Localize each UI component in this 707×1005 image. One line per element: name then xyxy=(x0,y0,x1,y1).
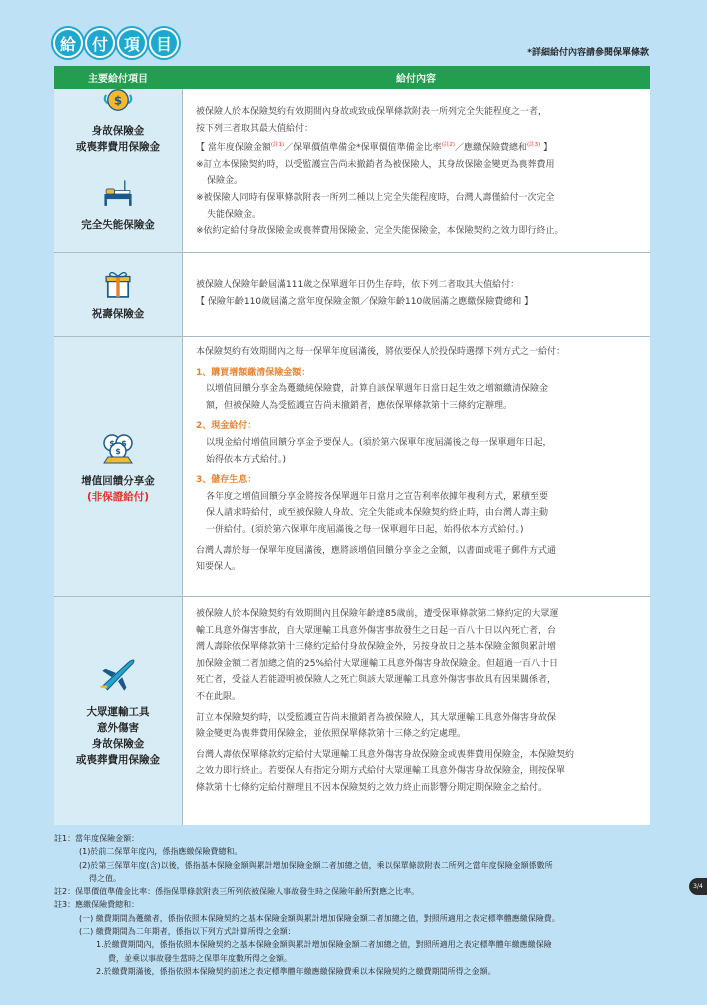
table-row-death-disability xyxy=(54,89,650,253)
title-char: 給 xyxy=(53,28,83,58)
section-title xyxy=(53,28,179,58)
row4-para3: 之效力即行終止。若要保人有指定分期方式給付大眾運輸工具意外傷害身故保險金，則按保單 xyxy=(196,766,566,777)
title-char: 目 xyxy=(149,28,179,58)
row2-line1: 被保險人保險年齡屆滿111歲之保單週年日仍生存時，依下列二者取其大值給付： xyxy=(196,280,520,290)
item-transport-accident: 或喪葬費用保險金 xyxy=(76,754,160,766)
option-2-text: 始得依本方式給付。) xyxy=(206,454,287,465)
row4-para1: 輸工具意外傷害事故，自大眾運輸工具意外傷害事故發生之日起一百八十日以內死亡者，台 xyxy=(196,625,557,636)
footnote-1a: (1)於前二保單年度內，係指應繳保險費總和。 xyxy=(79,847,243,857)
item-transport-accident: 意外傷害 xyxy=(97,722,139,734)
table-row-longevity xyxy=(54,253,650,337)
footnotes xyxy=(54,832,654,978)
svg-text:$: $ xyxy=(109,438,115,448)
row2-formula: 【 保險年齡110歲屆滿之當年度保險金額／保險年齡110歲屆滿之應繳保險費總和 】 xyxy=(196,296,534,307)
footnote-3: 註3：應繳保險費總和： xyxy=(54,900,140,910)
row4-para1: 死亡者，受益人若能證明被保險人之死亡與該大眾運輸工具意外傷害事故具有因果關係者， xyxy=(196,675,557,686)
option-3-text: 一併給付。(須於第六保單年度屆滿後之每一保單週年日起，始得依本方式給付。) xyxy=(206,524,524,535)
policy-reference-note: *詳細給付內容請參閱保單條款 xyxy=(527,48,649,58)
row4-para1: 灣人壽除依保單條款第十三條約定給付身故保險金外，另按身故日之基本保險金額與累計增 xyxy=(196,642,557,653)
item-dividend: 增值回饋分享金 xyxy=(81,474,155,487)
row4-para2: 訂立本保險契約時，以受監護宣告尚未撤銷者為被保險人，其大眾運輸工具意外傷害身故保 xyxy=(196,712,557,723)
item-transport-accident: 大眾運輸工具 xyxy=(86,706,150,718)
row1-note2: ※被保險人同時有保單條款附表一所列二種以上完全失能程度時，台灣人壽僅給付一次完全 xyxy=(196,192,555,203)
row1-note2-cont: 失能保險金。 xyxy=(207,209,262,220)
row1-intro-line2: 按下列三者取其最大值給付： xyxy=(196,123,314,134)
option-2-title: 2、現金給付： xyxy=(196,421,257,432)
footnote-3a: (一) 繳費期間為躉繳者，係指依照本保險契約之基本保險金額與累計增加保險金額二者加總之值，對照所適用之表定標準體應繳保險費。 xyxy=(79,913,560,923)
row1-note1-cont: 保險金。 xyxy=(207,176,244,187)
item-funeral-benefit: 或喪葬費用保險金 xyxy=(76,141,160,153)
item-longevity-benefit: 祝壽保險金 xyxy=(91,307,145,320)
page-number-badge: 3/4 xyxy=(689,878,707,895)
footnote-3b1: 1.於繳費期間內，係指依照本保險契約之基本保險金額與累計增加保險金額二者加總之值，對照所適用之表定標準體年繳應繳保險 xyxy=(96,940,552,950)
footnote-3b1-cont: 費，並乘以事故發生當時之保單年度數所得之金額。 xyxy=(108,953,292,963)
option-3-title: 3、儲存生息： xyxy=(196,475,257,486)
option-3-text: 保人請求時給付，或至被保險人身故、完全失能或本保險契約終止時，由台灣人壽主動 xyxy=(206,508,549,519)
non-guaranteed-label: (非保證給付) xyxy=(86,490,150,503)
airplane-icon xyxy=(97,654,139,696)
table-row-dividend xyxy=(54,337,650,597)
row3-notice: 台灣人壽於每一保單年度屆滿後，應將該增值回饋分享金之金額，以書面或電子郵件方式通 xyxy=(196,545,557,556)
footnote-2: 註2：保單價值準備金比率：係指保單條款附表三所列依被保險人事故發生時之保險年齡所對應之比率。 xyxy=(54,887,420,897)
svg-text:$: $ xyxy=(121,438,127,448)
footnote-1: 註1：當年度保險金額： xyxy=(54,834,140,843)
row4-para1: 被保險人於本保險契約有效期間內且保險年齡達85歲前，遭受保單條款第二條約定的大眾運 xyxy=(196,609,559,619)
option-1-title: 1、購買增額繳清保險金額： xyxy=(196,367,311,378)
row4-para1: 加保險金額二者加總之值的25%給付大眾運輸工具意外傷害身故保險金。但超過一百八十日 xyxy=(196,658,559,669)
row4-para1: 不在此限。 xyxy=(196,691,242,702)
svg-text:$: $ xyxy=(113,93,123,108)
option-1-text: 以增值回饋分享金為躉繳純保險費，計算自該保單週年日當日起生效之增額繳清保險金 xyxy=(206,384,549,395)
option-3-text: 各年度之增值回饋分享金將按各保單週年日當月之宣告利率依據年複利方式，累積至要 xyxy=(206,491,549,502)
benefits-table xyxy=(54,66,650,825)
row4-para3: 條款第十七條約定給付辦理且不因本保險契約之效力終止而影響分期定期保險金之給付。 xyxy=(196,782,548,793)
header-benefit-content: 給付內容 xyxy=(396,74,436,85)
item-disability-benefit: 完全失能保險金 xyxy=(81,219,155,231)
row3-intro: 本保險契約有效期間內之每一保單年度屆滿後，將依要保人於投保時選擇下列方式之一給付： xyxy=(196,347,566,357)
item-death-benefit: 身故保險金 xyxy=(91,125,145,137)
title-char: 付 xyxy=(85,28,115,58)
row1-note1: ※訂立本保險契約時，以受監護宣告尚未撤銷者為被保險人，其身故保險金變更為喪葬費用 xyxy=(196,159,555,170)
row3-notice: 知要保人。 xyxy=(196,562,242,573)
money-bag-icon xyxy=(101,83,135,117)
footnote-3b: (二) 繳費期間為二年期者，係指以下列方式計算所得之金額： xyxy=(79,927,296,937)
row1-intro-line1: 被保險人於本保險契約有效期間內身故或致成保單條款附表一所列完全失能程度之一者， xyxy=(196,107,548,117)
header-benefit-item: 主要給付項目 xyxy=(88,74,148,85)
title-char: 項 xyxy=(117,28,147,58)
option-2-text: 以現金給付增值回饋分享金予要保人。(須於第六保單年度屆滿後之每一保單週年日起， xyxy=(206,437,552,448)
footnote-3b2: 2.於繳費期滿後，係指依照本保險契約前述之表定標準體年繳應繳保險費乘以本保險契約之繳費期間所得之金額。 xyxy=(96,966,496,976)
option-1-text: 額，但被保險人為受監護宣告尚未撤銷者，應依保單條款第十三條約定辦理。 xyxy=(206,400,513,411)
footnote-1b: (2)於第三保單年度(含)以後，係指基本保險金額與累計增加保險金額二者加總之值，乘以保單條款附表二所列之當年度保險金額係數所 xyxy=(79,860,553,870)
hospital-bed-icon xyxy=(101,177,135,211)
svg-text:$: $ xyxy=(115,446,121,456)
row4-para2: 險金變更為喪葬費用保險金，並依照保單條款第十三條之約定處理。 xyxy=(196,729,467,740)
money-tree-icon xyxy=(98,429,138,469)
row1-formula: 【 當年度保險金額$^{(註1)}$／保單價值準備金*保單價值準備金比率$^{(註2)}$／應繳保險費總和$^{(註3)}$ 】 xyxy=(196,142,553,154)
item-transport-accident: 身故保險金 xyxy=(91,738,145,750)
gift-box-icon xyxy=(101,268,135,302)
footnote-1b-cont: 得之值。 xyxy=(89,873,121,883)
table-row-transport-accident xyxy=(54,597,650,825)
row1-note3: ※依約定給付身故保險金或喪葬費用保險金、完全失能保險金，本保險契約之效力即行終止。 xyxy=(196,226,564,237)
row4-para3: 台灣人壽依保單條款約定給付大眾運輸工具意外傷害身故保險金或喪葬費用保險金，本保險契約 xyxy=(196,749,575,760)
